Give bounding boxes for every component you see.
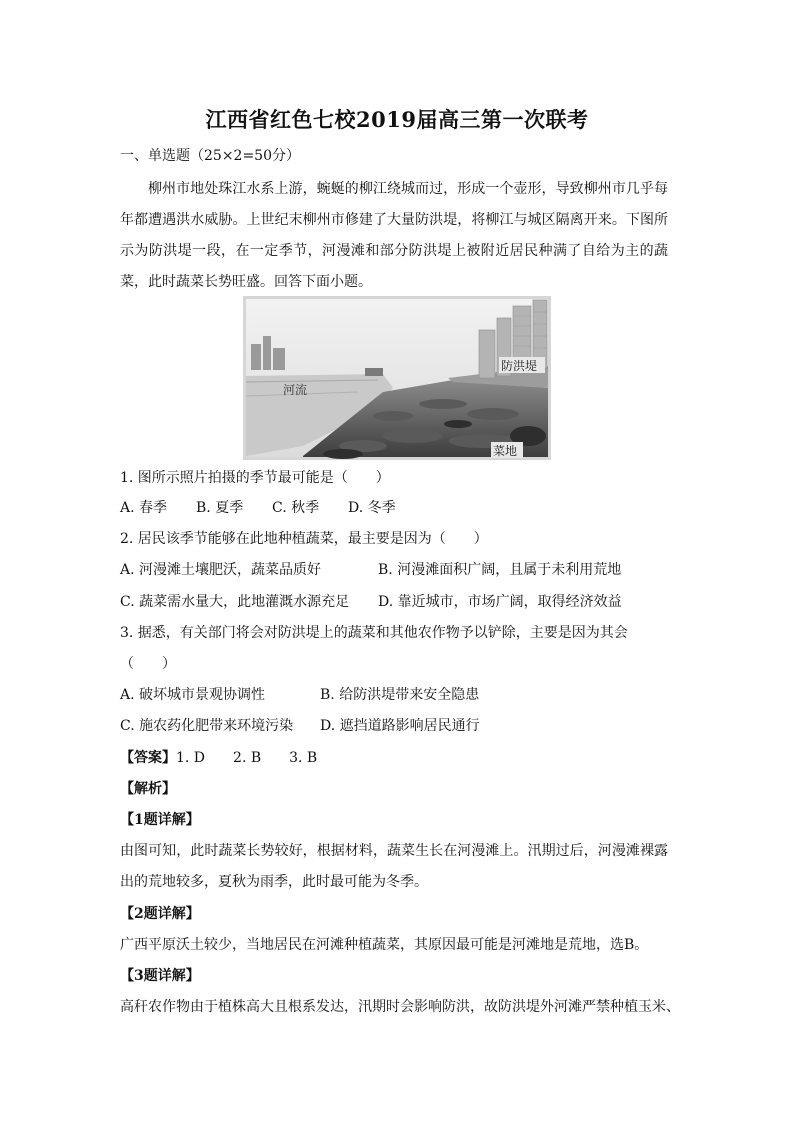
q3-stem: 3. 据悉，有关部门将会对防洪堤上的蔬菜和其他农作物予以铲除，主要是因为其会 — [120, 625, 628, 641]
q1-option-d: D. 冬季 — [348, 500, 396, 516]
q1-option-c: C. 秋季 — [272, 500, 320, 516]
detail-2-text: 广西平原沃土较少，当地居民在河滩种植蔬菜，其原因最可能是河滩地是荒地，选B。 — [120, 937, 649, 953]
answer-label: 【答案】 — [120, 750, 176, 766]
q2-stem: 2. 居民该季节能够在此地种植蔬菜，最主要是因为（ ） — [120, 531, 488, 547]
dike-photo — [243, 296, 551, 460]
q3-option-b: B. 给防洪堤带来安全隐患 — [320, 687, 480, 703]
analysis-heading: 【解析】 — [120, 781, 176, 797]
page-title: 江西省红色七校2019届高三第一次联考 — [205, 107, 589, 132]
detail-1-text: 由图可知，此时蔬菜长势较好，根据材料，蔬菜生长在河漫滩上。汛期过后，河漫滩裸露出的荒地较多，夏秋为雨季，此时最可能为冬季。 — [120, 843, 668, 890]
label-field: 菜地 — [493, 444, 518, 458]
section-heading: 一、单选题（25×2=50分） — [120, 148, 300, 164]
q2-option-b: B. 河漫滩面积广阔，且属于未利用荒地 — [378, 562, 622, 578]
intro-paragraph: 柳州市地处珠江水系上游，蜿蜒的柳江绕城而过，形成一个壶形，导致柳州市几乎每年都遭遇洪水威胁。上世纪末柳州市修建了大量防洪堤，将柳江与城区隔离开来。下图所示为防洪堤一段，在一定季节，河漫滩和部分防洪堤上被附近居民种满了自给为主的蔬菜，此时蔬菜长势旺盛。回答下面小题。 — [120, 181, 668, 290]
answer-line — [120, 748, 317, 768]
detail-1-heading: 【1题详解】 — [120, 812, 200, 828]
q2-option-c: C. 蔬菜需水量大，此地灌溉水源充足 — [120, 594, 350, 610]
label-river: 河流 — [283, 383, 308, 397]
answer-text: 1. D 2. B 3. B — [176, 750, 318, 766]
q1-stem: 1. 图所示照片拍摄的季节最可能是（ ） — [120, 470, 390, 486]
detail-3-text: 高秆农作物由于植株高大且根系发达，汛期时会影响防洪，故防洪堤外河滩严禁种植玉米、 — [120, 999, 680, 1015]
q1-option-b: B. 夏季 — [196, 500, 244, 516]
q3-stem-blank: （ ） — [120, 656, 176, 672]
q2-option-d: D. 靠近城市，市场广阔，取得经济效益 — [378, 594, 622, 610]
label-dike: 防洪堤 — [501, 359, 538, 373]
q2-option-a: A. 河漫滩土壤肥沃，蔬菜品质好 — [120, 562, 322, 578]
q3-option-a: A. 破坏城市景观协调性 — [120, 687, 266, 703]
q1-option-a: A. 春季 — [120, 500, 168, 516]
detail-3-heading: 【3题详解】 — [120, 968, 200, 984]
q3-option-c: C. 施农药化肥带来环境污染 — [120, 718, 294, 734]
detail-2-heading: 【2题详解】 — [120, 906, 200, 922]
q3-option-d: D. 遮挡道路影响居民通行 — [320, 718, 480, 734]
